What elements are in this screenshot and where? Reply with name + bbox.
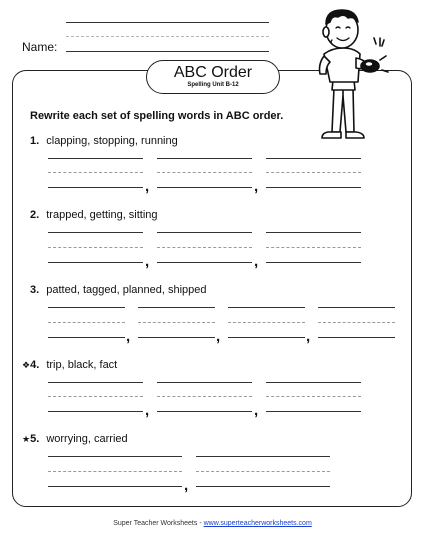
question-5-words: worrying, carried	[46, 433, 128, 445]
q1-mid-dash-2	[157, 172, 252, 173]
q5-answer-line-1[interactable]	[48, 486, 182, 487]
name-field[interactable]	[66, 51, 269, 52]
q3-comma-1: ,	[126, 328, 131, 345]
q3-answer-line-2[interactable]	[138, 337, 215, 338]
question-3-prompt	[30, 284, 207, 296]
question-4-marker-icon: ❖	[22, 360, 31, 370]
q1-answer-line-3[interactable]	[266, 187, 361, 188]
q5-top-line-1	[48, 456, 182, 457]
name-label: Name:	[22, 40, 58, 54]
q1-top-line-1	[48, 158, 143, 159]
q1-answer-line-2[interactable]	[157, 187, 252, 188]
q2-comma-1: ,	[145, 253, 150, 270]
q1-top-line-3	[266, 158, 361, 159]
q4-mid-dash-2	[157, 396, 252, 397]
question-2-words: trapped, getting, sitting	[46, 209, 158, 221]
q2-answer-line-3[interactable]	[266, 262, 361, 263]
name-top-line	[66, 22, 269, 23]
name-dash-line	[66, 36, 269, 37]
q4-top-line-2	[157, 382, 252, 383]
q4-comma-1: ,	[145, 402, 150, 419]
question-1-number: 1.	[30, 135, 40, 147]
question-3-words: patted, tagged, planned, shipped	[46, 284, 207, 296]
q2-mid-dash-2	[157, 247, 252, 248]
q2-top-line-3	[266, 232, 361, 233]
q1-answer-line-1[interactable]	[48, 187, 143, 188]
boy-illustration	[296, 4, 392, 146]
q5-comma-1: ,	[184, 477, 189, 494]
question-3-number: 3.	[30, 284, 40, 296]
q2-top-line-1	[48, 232, 143, 233]
q3-top-line-2	[138, 307, 215, 308]
q2-top-line-2	[157, 232, 252, 233]
q4-mid-dash-3	[266, 396, 361, 397]
title-pill	[146, 60, 280, 94]
q2-answer-line-1[interactable]	[48, 262, 143, 263]
footer-link[interactable]: www.superteacherworksheets.com	[203, 520, 312, 527]
question-5-prompt	[22, 433, 128, 445]
page-subtitle: Spelling Unit B-12	[187, 82, 239, 88]
q1-comma-1: ,	[145, 178, 150, 195]
q4-answer-line-3[interactable]	[266, 411, 361, 412]
q3-top-line-4	[318, 307, 395, 308]
q3-mid-dash-3	[228, 322, 305, 323]
question-2-prompt	[30, 209, 158, 221]
footer-separator: -	[197, 520, 204, 527]
q3-comma-2: ,	[216, 328, 221, 345]
question-1-prompt	[30, 135, 178, 147]
q3-top-line-1	[48, 307, 125, 308]
page-title: ABC Order	[173, 64, 253, 81]
question-4-words: trip, black, fact	[46, 359, 118, 371]
question-1-words: clapping, stopping, running	[46, 135, 178, 147]
q3-mid-dash-2	[138, 322, 215, 323]
q1-mid-dash-3	[266, 172, 361, 173]
q1-top-line-2	[157, 158, 252, 159]
q3-top-line-3	[228, 307, 305, 308]
q4-top-line-3	[266, 382, 361, 383]
q3-answer-line-3[interactable]	[228, 337, 305, 338]
question-5-number: 5.	[30, 433, 40, 445]
question-2-number: 2.	[30, 209, 40, 221]
q4-answer-line-1[interactable]	[48, 411, 143, 412]
q1-mid-dash-1	[48, 172, 143, 173]
q2-answer-line-2[interactable]	[157, 262, 252, 263]
q2-comma-2: ,	[254, 253, 259, 270]
q3-comma-3: ,	[306, 328, 311, 345]
question-5-marker-icon: ★	[22, 434, 31, 444]
q3-answer-line-1[interactable]	[48, 337, 125, 338]
q1-comma-2: ,	[254, 178, 259, 195]
q5-answer-line-2[interactable]	[196, 486, 330, 487]
q3-mid-dash-4	[318, 322, 395, 323]
q4-mid-dash-1	[48, 396, 143, 397]
footer	[0, 520, 425, 527]
q4-top-line-1	[48, 382, 143, 383]
q3-answer-line-4[interactable]	[318, 337, 395, 338]
q5-mid-dash-1	[48, 471, 182, 472]
q2-mid-dash-1	[48, 247, 143, 248]
question-4-prompt	[22, 359, 117, 371]
footer-brand: Super Teacher Worksheets	[113, 520, 198, 527]
q2-mid-dash-3	[266, 247, 361, 248]
q3-mid-dash-1	[48, 322, 125, 323]
question-4-number: 4.	[30, 359, 40, 371]
q4-answer-line-2[interactable]	[157, 411, 252, 412]
q5-top-line-2	[196, 456, 330, 457]
q5-mid-dash-2	[196, 471, 330, 472]
q4-comma-2: ,	[254, 402, 259, 419]
instructions-text: Rewrite each set of spelling words in ABC order.	[30, 110, 284, 122]
